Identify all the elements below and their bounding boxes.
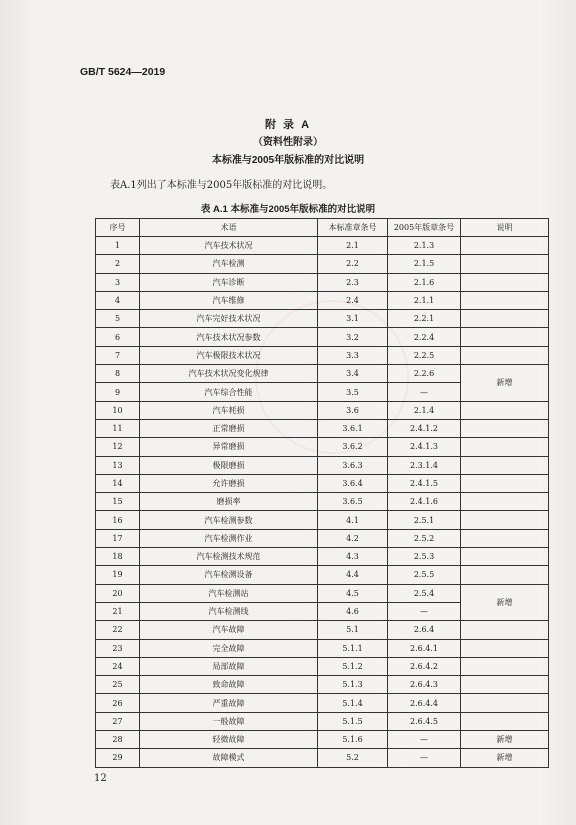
cell-note bbox=[461, 712, 549, 730]
cell-no: 5 bbox=[96, 310, 140, 328]
cell-term: 汽车检测参数 bbox=[140, 511, 318, 529]
page-number: 12 bbox=[94, 773, 107, 784]
cell-new-clause: 5.1.1 bbox=[318, 639, 388, 657]
annex-type: （资料性附录） bbox=[253, 137, 323, 148]
cell-term: 一般故障 bbox=[140, 712, 318, 730]
table-row bbox=[96, 273, 549, 291]
cell-term: 异常磨损 bbox=[140, 438, 318, 456]
cell-no: 3 bbox=[96, 273, 140, 291]
table-row bbox=[96, 291, 549, 309]
cell-no: 6 bbox=[96, 328, 140, 346]
cell-note bbox=[461, 694, 549, 712]
cell-old-clause: 2.6.4.5 bbox=[388, 712, 461, 730]
cell-note bbox=[461, 328, 549, 346]
cell-no: 29 bbox=[96, 749, 140, 767]
table-row bbox=[96, 419, 549, 437]
header-new-clause: 本标准章条号 bbox=[318, 219, 388, 237]
cell-old-clause: 2.1.4 bbox=[388, 401, 461, 419]
cell-term: 故障模式 bbox=[140, 749, 318, 767]
cell-note bbox=[461, 511, 549, 529]
cell-old-clause: 2.4.1.3 bbox=[388, 438, 461, 456]
cell-new-clause: 3.1 bbox=[318, 310, 388, 328]
cell-old-clause: 2.2.6 bbox=[388, 365, 461, 383]
cell-old-clause: 2.1.6 bbox=[388, 273, 461, 291]
header-old-clause: 2005年版章条号 bbox=[388, 219, 461, 237]
table-row bbox=[96, 310, 549, 328]
table-row bbox=[96, 365, 549, 383]
cell-old-clause: 2.6.4.4 bbox=[388, 694, 461, 712]
cell-new-clause: 2.3 bbox=[318, 273, 388, 291]
table-row bbox=[96, 712, 549, 730]
cell-new-clause: 4.5 bbox=[318, 584, 388, 602]
cell-term: 完全故障 bbox=[140, 639, 318, 657]
table-row bbox=[96, 474, 549, 492]
cell-term: 局部故障 bbox=[140, 657, 318, 675]
cell-old-clause: 2.2.4 bbox=[388, 328, 461, 346]
cell-no: 25 bbox=[96, 676, 140, 694]
cell-new-clause: 3.5 bbox=[318, 383, 388, 401]
cell-new-clause: 4.3 bbox=[318, 548, 388, 566]
cell-term: 汽车检测作业 bbox=[140, 529, 318, 547]
table-row bbox=[96, 566, 549, 584]
cell-old-clause: 2.3.1.4 bbox=[388, 456, 461, 474]
cell-term: 汽车检测线 bbox=[140, 602, 318, 620]
cell-new-clause: 5.1.2 bbox=[318, 657, 388, 675]
cell-term: 汽车检测 bbox=[140, 255, 318, 273]
cell-new-clause: 5.1.5 bbox=[318, 712, 388, 730]
table-row bbox=[96, 401, 549, 419]
cell-new-clause: 5.1.6 bbox=[318, 731, 388, 749]
cell-new-clause: 3.2 bbox=[318, 328, 388, 346]
cell-term: 汽车检测站 bbox=[140, 584, 318, 602]
table-row bbox=[96, 676, 549, 694]
cell-term: 汽车完好技术状况 bbox=[140, 310, 318, 328]
cell-term: 严重故障 bbox=[140, 694, 318, 712]
cell-no: 24 bbox=[96, 657, 140, 675]
cell-old-clause: 2.5.3 bbox=[388, 548, 461, 566]
cell-new-clause: 3.3 bbox=[318, 346, 388, 364]
cell-new-clause: 3.6.2 bbox=[318, 438, 388, 456]
standard-code: GB/T 5624—2019 bbox=[80, 66, 166, 78]
cell-old-clause: 2.1.5 bbox=[388, 255, 461, 273]
table-row bbox=[96, 529, 549, 547]
table-row bbox=[96, 511, 549, 529]
cell-new-clause: 2.2 bbox=[318, 255, 388, 273]
cell-term: 汽车检测设备 bbox=[140, 566, 318, 584]
cell-term: 轻微故障 bbox=[140, 731, 318, 749]
cell-no: 14 bbox=[96, 474, 140, 492]
cell-note: 新增 bbox=[461, 731, 549, 749]
table-row bbox=[96, 346, 549, 364]
cell-new-clause: 4.6 bbox=[318, 602, 388, 620]
cell-old-clause: — bbox=[388, 383, 461, 401]
cell-no: 17 bbox=[96, 529, 140, 547]
cell-term: 汽车技术状况 bbox=[140, 237, 318, 255]
cell-note bbox=[461, 529, 549, 547]
cell-no: 21 bbox=[96, 602, 140, 620]
cell-old-clause: 2.4.1.6 bbox=[388, 493, 461, 511]
cell-note: 新增 bbox=[461, 749, 549, 767]
cell-no: 9 bbox=[96, 383, 140, 401]
cell-term: 致命故障 bbox=[140, 676, 318, 694]
table-row bbox=[96, 438, 549, 456]
cell-note bbox=[461, 657, 549, 675]
cell-note bbox=[461, 676, 549, 694]
table-row bbox=[96, 731, 549, 749]
comparison-table bbox=[95, 218, 549, 768]
table-row bbox=[96, 237, 549, 255]
table-row bbox=[96, 456, 549, 474]
cell-term: 允许磨损 bbox=[140, 474, 318, 492]
cell-old-clause: 2.1.3 bbox=[388, 237, 461, 255]
table-row bbox=[96, 493, 549, 511]
cell-note: 新增 bbox=[461, 365, 549, 402]
cell-old-clause: — bbox=[388, 731, 461, 749]
cell-term: 磨损率 bbox=[140, 493, 318, 511]
cell-note bbox=[461, 346, 549, 364]
cell-term: 汽车维修 bbox=[140, 291, 318, 309]
cell-note bbox=[461, 621, 549, 639]
cell-note bbox=[461, 255, 549, 273]
cell-note bbox=[461, 474, 549, 492]
cell-new-clause: 3.6.4 bbox=[318, 474, 388, 492]
cell-old-clause: 2.1.1 bbox=[388, 291, 461, 309]
cell-no: 8 bbox=[96, 365, 140, 383]
table-row bbox=[96, 694, 549, 712]
cell-no: 11 bbox=[96, 419, 140, 437]
annex-heading: 本标准与2005年版标准的对比说明 bbox=[211, 155, 365, 166]
table-row bbox=[96, 749, 549, 767]
cell-term: 汽车故障 bbox=[140, 621, 318, 639]
cell-no: 12 bbox=[96, 438, 140, 456]
cell-no: 28 bbox=[96, 731, 140, 749]
cell-new-clause: 5.1.4 bbox=[318, 694, 388, 712]
cell-note bbox=[461, 566, 549, 584]
cell-old-clause: 2.4.1.2 bbox=[388, 419, 461, 437]
cell-old-clause: 2.5.1 bbox=[388, 511, 461, 529]
cell-new-clause: 3.6.1 bbox=[318, 419, 388, 437]
cell-no: 10 bbox=[96, 401, 140, 419]
cell-old-clause: 2.2.1 bbox=[388, 310, 461, 328]
table-row bbox=[96, 584, 549, 602]
cell-new-clause: 4.2 bbox=[318, 529, 388, 547]
table-header-row bbox=[96, 219, 549, 237]
cell-new-clause: 3.4 bbox=[318, 365, 388, 383]
cell-note bbox=[461, 273, 549, 291]
cell-no: 2 bbox=[96, 255, 140, 273]
table-row bbox=[96, 657, 549, 675]
cell-new-clause: 4.4 bbox=[318, 566, 388, 584]
table-caption: 表 A.1 本标准与2005年版标准的对比说明 bbox=[200, 204, 376, 215]
cell-old-clause: 2.5.2 bbox=[388, 529, 461, 547]
cell-note bbox=[461, 639, 549, 657]
cell-note bbox=[461, 310, 549, 328]
cell-new-clause: 4.1 bbox=[318, 511, 388, 529]
header-no: 序号 bbox=[96, 219, 140, 237]
table-row bbox=[96, 328, 549, 346]
cell-no: 1 bbox=[96, 237, 140, 255]
cell-no: 13 bbox=[96, 456, 140, 474]
table-row bbox=[96, 255, 549, 273]
cell-old-clause: — bbox=[388, 602, 461, 620]
cell-no: 26 bbox=[96, 694, 140, 712]
cell-term: 汽车综合性能 bbox=[140, 383, 318, 401]
cell-old-clause: 2.6.4 bbox=[388, 621, 461, 639]
cell-no: 22 bbox=[96, 621, 140, 639]
cell-new-clause: 2.4 bbox=[318, 291, 388, 309]
cell-old-clause: 2.6.4.2 bbox=[388, 657, 461, 675]
cell-note bbox=[461, 291, 549, 309]
cell-note bbox=[461, 456, 549, 474]
cell-term: 汽车技术状况变化规律 bbox=[140, 365, 318, 383]
cell-note bbox=[461, 438, 549, 456]
cell-new-clause: 3.6 bbox=[318, 401, 388, 419]
cell-no: 7 bbox=[96, 346, 140, 364]
cell-old-clause: 2.2.5 bbox=[388, 346, 461, 364]
cell-no: 4 bbox=[96, 291, 140, 309]
cell-old-clause: 2.5.4 bbox=[388, 584, 461, 602]
cell-term: 汽车检测技术规范 bbox=[140, 548, 318, 566]
cell-term: 汽车技术状况参数 bbox=[140, 328, 318, 346]
cell-no: 19 bbox=[96, 566, 140, 584]
cell-term: 汽车诊断 bbox=[140, 273, 318, 291]
intro-paragraph: 表A.1列出了本标准与2005年版标准的对比说明。 bbox=[110, 180, 333, 191]
cell-term: 汽车极限技术状况 bbox=[140, 346, 318, 364]
table-body bbox=[96, 237, 549, 768]
cell-old-clause: 2.6.4.1 bbox=[388, 639, 461, 657]
cell-no: 15 bbox=[96, 493, 140, 511]
cell-note bbox=[461, 493, 549, 511]
cell-no: 23 bbox=[96, 639, 140, 657]
cell-note bbox=[461, 548, 549, 566]
cell-new-clause: 2.1 bbox=[318, 237, 388, 255]
cell-new-clause: 5.1.3 bbox=[318, 676, 388, 694]
cell-term: 汽车耗损 bbox=[140, 401, 318, 419]
cell-note: 新增 bbox=[461, 584, 549, 621]
header-term: 术语 bbox=[140, 219, 318, 237]
cell-note bbox=[461, 401, 549, 419]
cell-no: 16 bbox=[96, 511, 140, 529]
annex-title: 附 录 A bbox=[264, 119, 312, 131]
cell-note bbox=[461, 419, 549, 437]
cell-old-clause: 2.6.4.3 bbox=[388, 676, 461, 694]
cell-new-clause: 5.1 bbox=[318, 621, 388, 639]
cell-term: 正常磨损 bbox=[140, 419, 318, 437]
cell-new-clause: 3.6.3 bbox=[318, 456, 388, 474]
table-row bbox=[96, 548, 549, 566]
cell-no: 18 bbox=[96, 548, 140, 566]
cell-note bbox=[461, 237, 549, 255]
cell-new-clause: 5.2 bbox=[318, 749, 388, 767]
cell-no: 27 bbox=[96, 712, 140, 730]
table-row bbox=[96, 621, 549, 639]
header-note: 说明 bbox=[461, 219, 549, 237]
cell-old-clause: 2.4.1.5 bbox=[388, 474, 461, 492]
cell-old-clause: 2.5.5 bbox=[388, 566, 461, 584]
cell-new-clause: 3.6.5 bbox=[318, 493, 388, 511]
cell-old-clause: — bbox=[388, 749, 461, 767]
cell-no: 20 bbox=[96, 584, 140, 602]
table-row bbox=[96, 639, 549, 657]
cell-term: 极限磨损 bbox=[140, 456, 318, 474]
